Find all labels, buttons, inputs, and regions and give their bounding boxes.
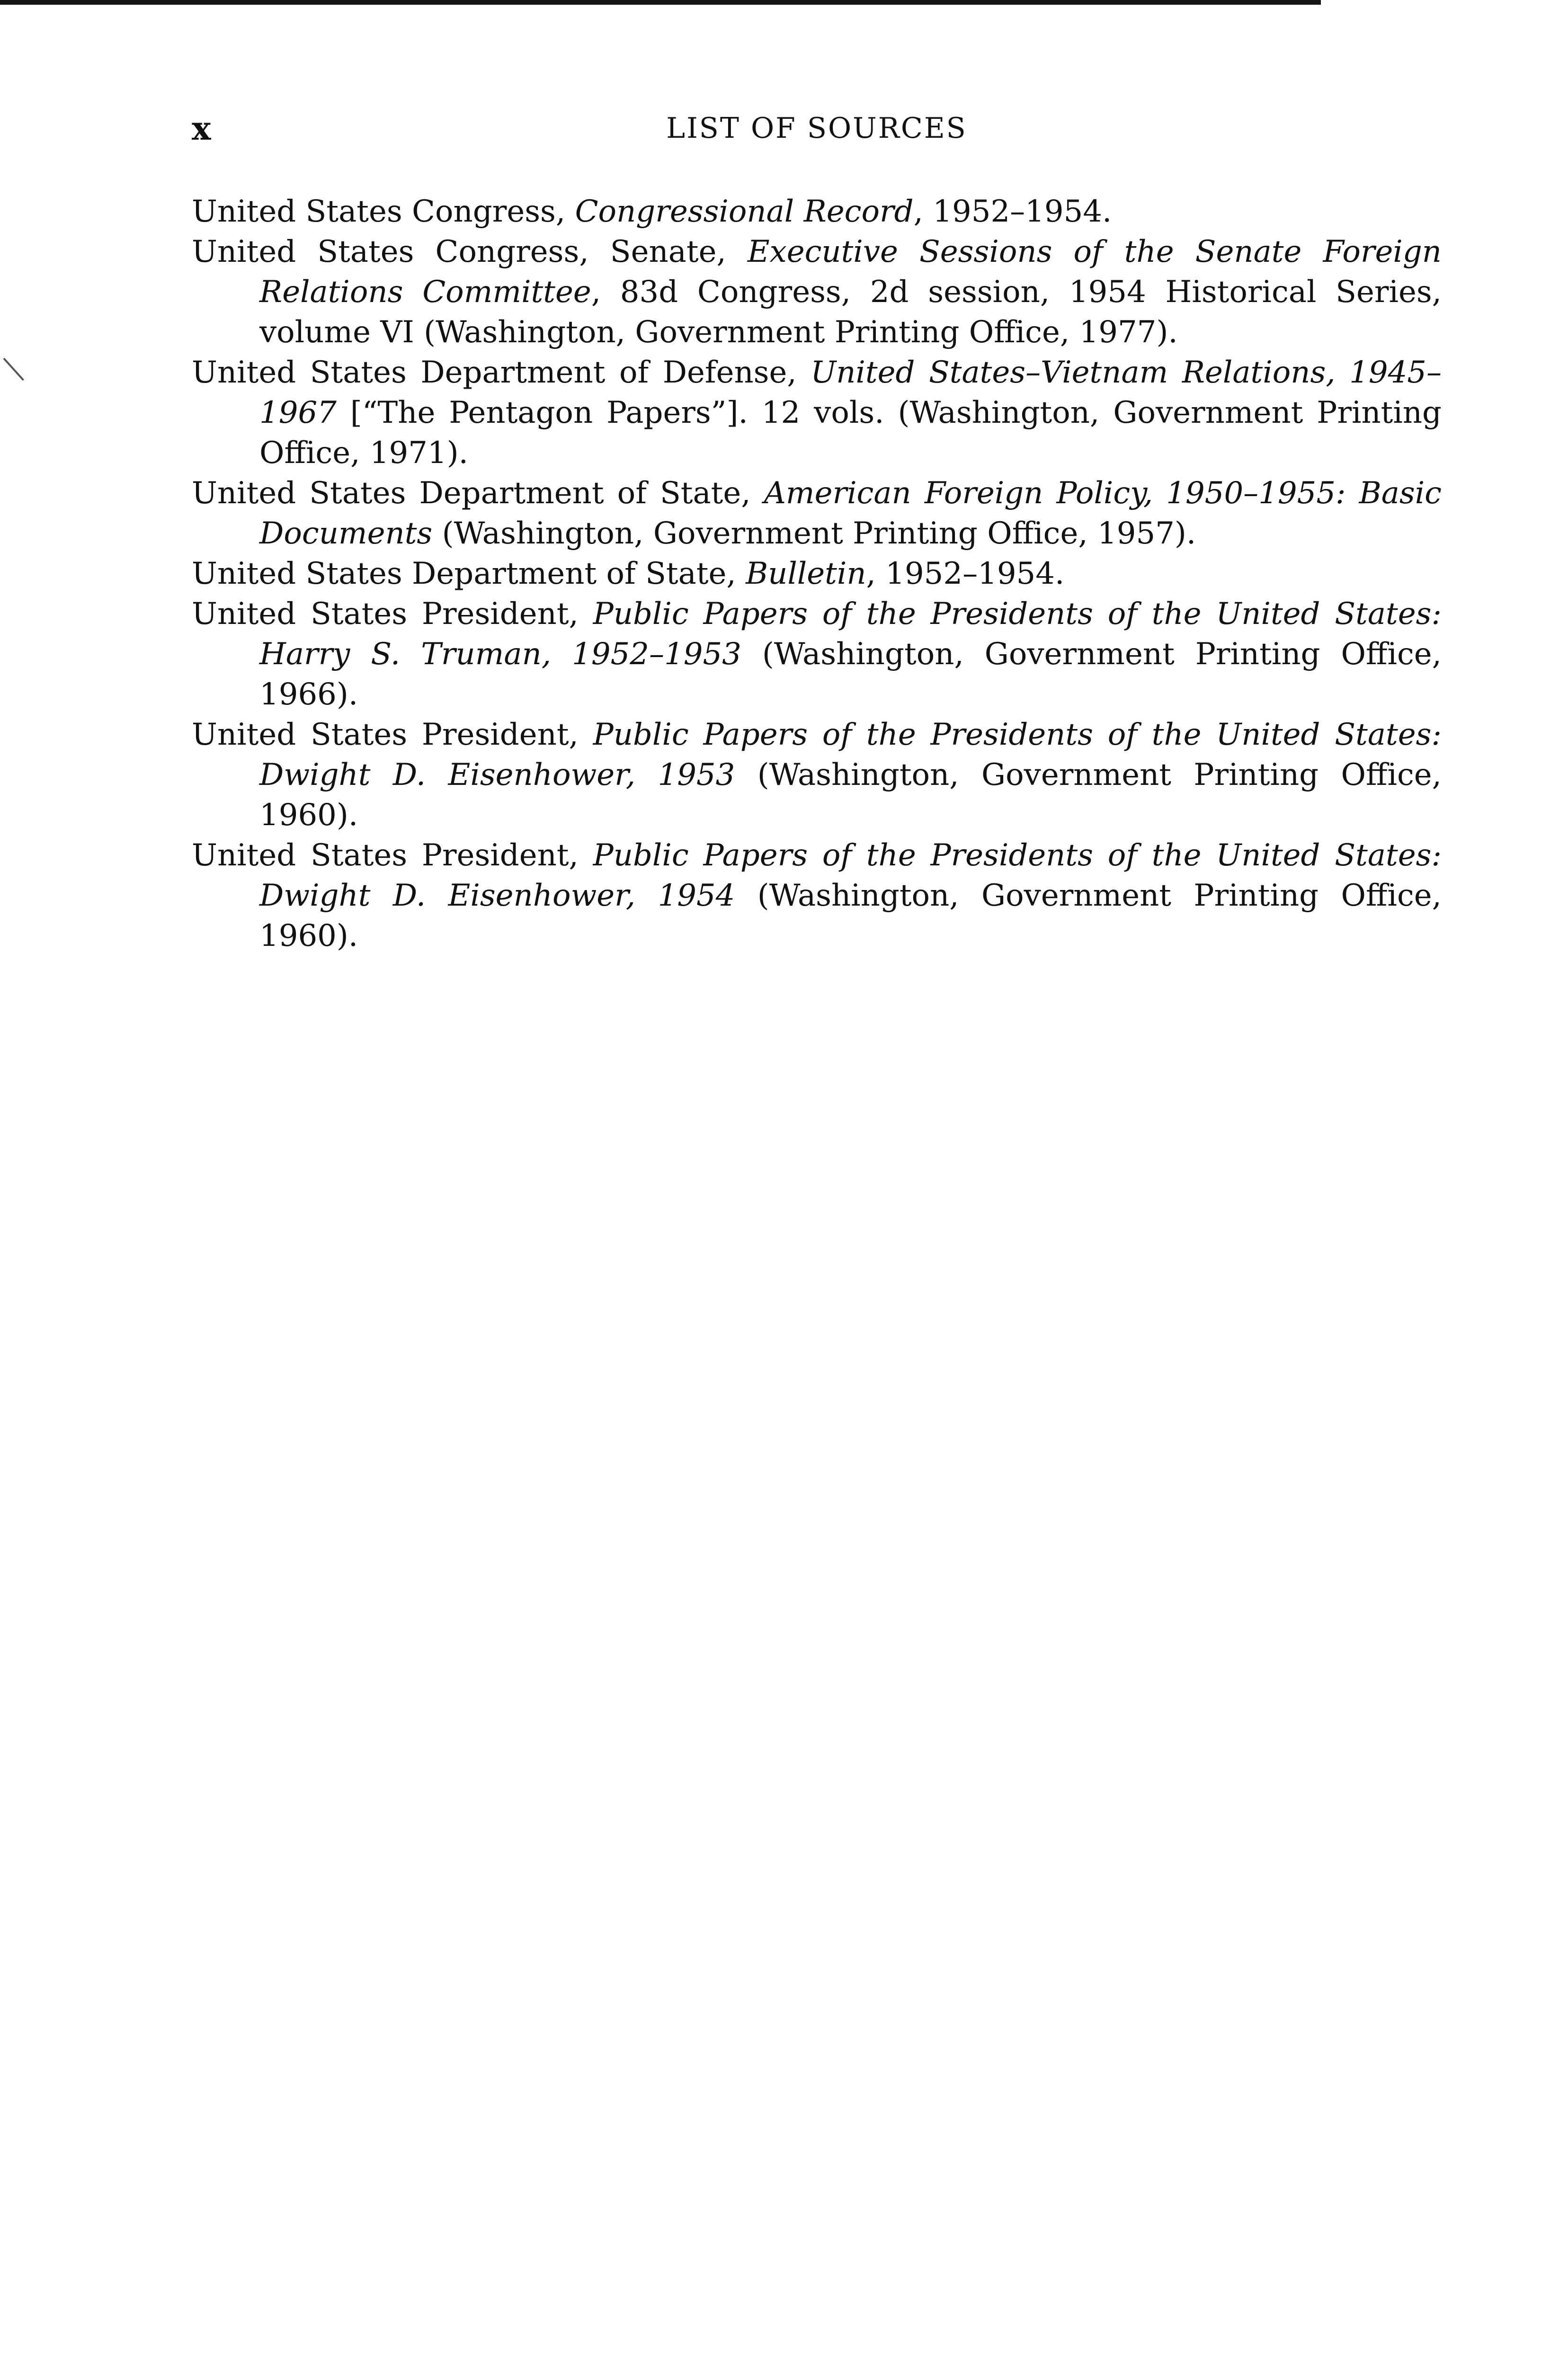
source-details: (Washington, Government Printing Office, 1960). <box>259 757 1442 833</box>
source-title: Public Papers of the Presidents of the United States: Harry S. Truman, 1952–1953 <box>259 596 1442 672</box>
source-author: United States Department of State, <box>192 476 764 511</box>
running-title: LIST OF SOURCES <box>666 112 967 145</box>
source-entry <box>192 836 1442 956</box>
source-title: Executive Sessions of the Senate Foreign Relations Committee <box>259 234 1442 310</box>
source-details: (Washington, Government Printing Office, 1957). <box>432 516 1196 551</box>
source-author: United States President, <box>192 596 593 632</box>
page-header <box>192 110 1442 157</box>
source-entry <box>192 715 1442 836</box>
source-author: United States Congress, <box>192 194 575 229</box>
source-details: (Washington, Government Printing Office, 1960). <box>259 878 1442 953</box>
source-entry <box>192 192 1442 232</box>
source-entry <box>192 554 1442 594</box>
source-details: , 1952–1954. <box>866 556 1065 591</box>
source-entry <box>192 594 1442 715</box>
source-entry <box>192 353 1442 473</box>
source-author: United States Department of State, <box>192 556 746 591</box>
source-title: United States–Vietnam Relations, 1945–1967 <box>259 355 1442 430</box>
source-author: United States President, <box>192 838 593 873</box>
source-details: [“The Pentagon Papers”]. 12 vols. (Washington, Government Printing Office, 1971). <box>259 395 1442 471</box>
source-title: American Foreign Policy, 1950–1955: Basic Documents <box>259 476 1442 551</box>
source-title: Public Papers of the Presidents of the United States: Dwight D. Eisenhower, 1953 <box>259 717 1442 792</box>
page-number: x <box>192 110 212 148</box>
margin-pencil-mark <box>3 358 24 381</box>
source-details: , 83d Congress, 2d session, 1954 Historical Series, volume VI (Washington, Government Printing Office, 1977). <box>259 275 1442 350</box>
scan-top-border <box>0 0 1321 5</box>
source-entry <box>192 232 1442 353</box>
source-title: Congressional Record <box>575 194 914 229</box>
source-author: United States Department of Defense, <box>192 355 811 390</box>
source-title: Public Papers of the Presidents of the United States: Dwight D. Eisenhower, 1954 <box>259 838 1442 913</box>
source-author: United States Congress, Senate, <box>192 234 748 269</box>
sources-list <box>192 192 1442 956</box>
source-entry <box>192 473 1442 554</box>
source-title: Bulletin <box>746 556 866 591</box>
source-author: United States President, <box>192 717 593 752</box>
source-details: (Washington, Government Printing Office, 1966). <box>259 637 1442 712</box>
source-details: , 1952–1954. <box>913 194 1112 229</box>
